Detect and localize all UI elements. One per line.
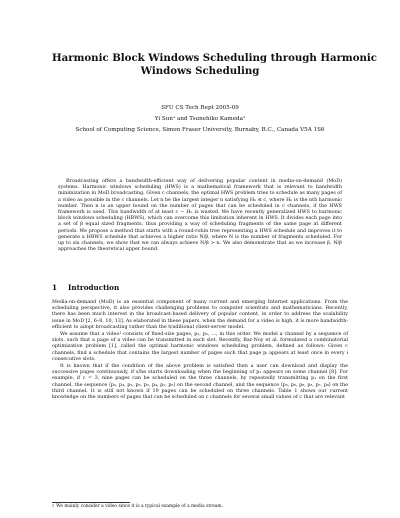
intro-paragraph-1: Media-on-demand (MoD) is an essential component of many current and emerging Internet applications. From the scheduling perspective, it also provides challenging problems to computer scientists and mathematicians. Recently, there has been much interest in the broadcast-based delivery of popular content, in order to address the scalability issue in MoD [2, 6–8, 10, 13]. As elaborated in these papers, when the demand for a video is high, it is more bandwidth-efficient to adopt broadcasting rather than the traditional client-server model. <box>52 299 348 330</box>
footnote-rule <box>52 502 130 503</box>
report-number: SFU CS Tech Rept 2005-09 <box>161 105 239 111</box>
section-title: Introduction <box>68 283 120 292</box>
section-heading <box>52 283 119 292</box>
footnote <box>52 504 348 510</box>
abstract <box>58 178 342 252</box>
intro-paragraph-3: It is known that if the condition of the above problem is satisfied then a user can download and display the successive pages continuously, if s/he starts downloading when the beginning of p₁ appears on some channel [8]. For example, if c = 3, nine pages can be scheduled on the three channels, by repeatedly transmitting p₁ on the first channel, the sequence ⟨p₂, p₄, p₂, p₅, p₂, p₄, p₂, p₅⟩ on the second channel, and the sequence ⟨p₃, p₆, p₈, p₃, p₇, p₉⟩ on the third channel. It is still not known if 10 pages can be scheduled on three channels. Table 1 shows our current knowledge on the numbers of pages that can be scheduled on c channels for several small values of c that are relevant <box>52 363 348 401</box>
abstract-text: Broadcasting offers a bandwidth-efficient way of delivering popular content in media-on-demand (MoD) systems. Harmonic windows scheduling (HWS) is a mathematical framework that is relevant to bandwidth minimization in MoD broadcasting. Given c channels, the optimal HWS problem tries to schedule as many pages of a video as possible in the c channels. Let n be the largest integer n satisfying Hₙ ≤ c, where Hₙ is the nth harmonic number. Then n is an upper bound on the number of pages that can be scheduled in c channels, if the HWS framework is used. This bandwidth of at least c − Hₙ is wasted. We have recently generalized HWS to harmonic block windows scheduling (HBWS), which can overcome this limitation inherent in HWS. It divides each page into a set of β equal sized fragments, thus providing a way of scheduling fragments of the same page at different periods. We propose a method that starts with a round-robin tree representing a HWS schedule and improves it to generate a HBWS schedule that achieves a higher ratio N/β, where N is the number of fragments scheduled. For up to six channels, we show that we can always achieve N/β > n. We also demonstrate that as we increase β, N/β approaches the theoretical upper bound. <box>58 178 342 253</box>
title-line-2: Windows Scheduling <box>140 65 260 77</box>
intro-paragraph-2: We assume that a video¹ consists of fixed-size pages, p₁, p₂, …, in this order. We model a channel by a sequence of slots, such that a page of a video can be transmitted in each slot. Recently, Bar-Noy et al. formulated a combinatorial optimization problem [1], called the optimal harmonic windows scheduling problem, defined as follows: Given c channels, find a schedule that contains the largest number of pages such that page pᵢ appears at least once in every i consecutive slots. <box>52 331 348 362</box>
footnote-mark: 1 <box>52 504 55 508</box>
authors: Yi Sun¹ and Tsunehiko Kameda¹ <box>154 116 246 122</box>
section-number: 1 <box>52 283 58 292</box>
paper-title <box>52 52 377 78</box>
affiliation: School of Computing Science, Simon Fraser University, Burnaby, B.C., Canada V5A 1S6 <box>75 127 325 133</box>
footnote-text: We mainly consider a video since it is a typical example of a media stream. <box>56 504 223 509</box>
title-line-1: Harmonic Block Windows Scheduling through Harmonic <box>52 52 377 64</box>
introduction-body <box>52 299 348 401</box>
